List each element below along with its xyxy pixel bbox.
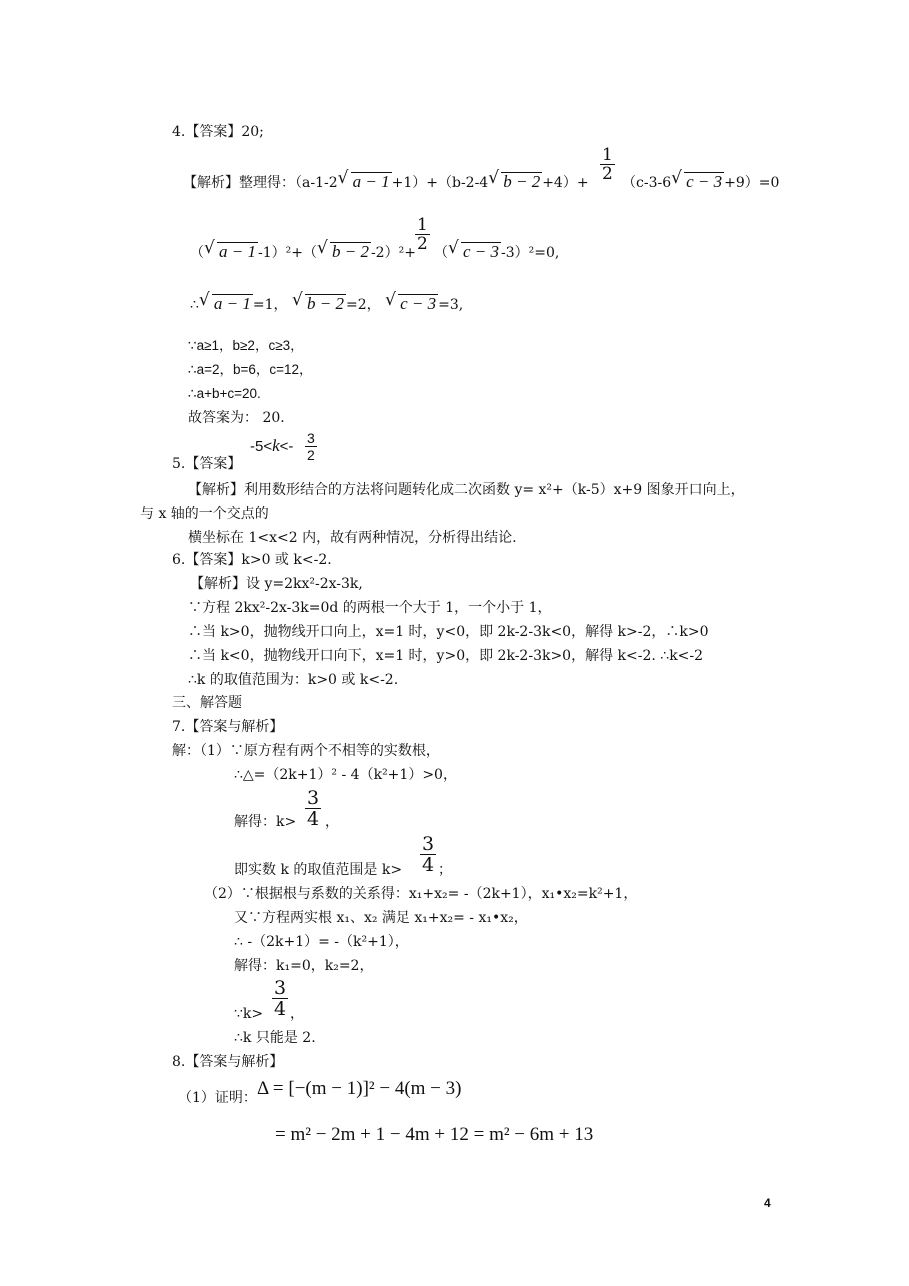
q8-delta-formula: Δ = [−(m − 1)]² − 4(m − 3): [257, 1078, 462, 1099]
q7-line9: [234, 1004, 263, 1024]
text-seg: -5<: [250, 438, 273, 455]
sqrt-a-minus-1: √ a − 1: [339, 172, 392, 193]
fraction-one-half: $\frac{1}{2}$: [417, 215, 428, 254]
text-seg: 【解析】整理得：（a-1-2: [183, 175, 338, 191]
q7-line8: 解得：k₁=0，k₂=2，: [234, 958, 374, 974]
q7-line5: （2）∵根据根与系数的关系得：x₁+x₂= -（2k+1），x₁•x₂=k²+1，: [204, 886, 638, 902]
q4-explanation-line1: [183, 172, 589, 193]
q4-answer: 4.【答案】20;: [172, 124, 264, 140]
text-seg: -2）²+: [370, 245, 416, 261]
q6-line3: ∴当 k>0，抛物线开口向上，x=1 时，y<0，即 2k-2-3k<0，解得 k>-2，∴k>0: [188, 624, 709, 640]
sqrt-b-minus-2: √ b − 2: [318, 242, 371, 263]
fraction-three-quarters: $\frac{3}{4}$: [274, 977, 287, 1020]
q5-answer: 5.【答案】: [172, 456, 242, 472]
sqrt-b-minus-2: √ b − 2: [293, 294, 346, 315]
q7-line7: ∴ -（2k+1）= -（k²+1），: [234, 934, 409, 950]
sqrt-b-minus-2: √ b − 2: [489, 172, 542, 193]
sqrt-c-minus-3: √ c − 3: [386, 294, 438, 315]
sqrt-c-minus-3: √ c − 3: [449, 242, 501, 263]
text-seg: -3）²=0,: [501, 245, 560, 261]
q4-line4: ∵a≥1，b≥2，c≥3，: [188, 338, 304, 353]
text-seg: （: [190, 245, 204, 261]
q8-title: 8.【答案与解析】: [172, 1054, 284, 1070]
q4-line5: ∴a=2，b=6，c=12，: [188, 362, 313, 377]
text-seg: ∵k>: [234, 1006, 264, 1022]
q4-line2: [190, 242, 416, 263]
q7-title: 7.【答案与解析】: [172, 719, 284, 735]
page-number: 4: [764, 1196, 771, 1210]
q6-line1: 【解析】设 y=2kx²-2x-3k,: [190, 576, 363, 592]
q5-answer-range: [250, 436, 293, 457]
text-seg: +4）+: [542, 175, 589, 191]
q6-line2: ∵方程 2kx²-2x-3k=0d 的两根一个大于 1，一个小于 1，: [188, 600, 552, 616]
q6-answer: 6.【答案】k>0 或 k<-2.: [172, 552, 332, 568]
q4-line6: ∴a+b+c=20.: [188, 386, 261, 401]
text-seg: =2，: [345, 297, 381, 313]
q6-line4: ∴当 k<0，抛物线开口向下，x=1 时，y>0，即 2k-2-3k>0，解得 k<-2. ∴k<-2: [188, 648, 704, 664]
text-seg: 解得：k>: [234, 814, 297, 830]
q4-line2-end: [434, 242, 559, 263]
q6-line5: ∴k 的取值范围为：k>0 或 k<-2.: [188, 672, 399, 688]
sqrt-c-minus-3: √ c − 3: [672, 172, 724, 193]
text-seg: （: [434, 245, 448, 261]
comma: ，: [325, 814, 339, 830]
sqrt-a-minus-1: √ a − 1: [205, 242, 258, 263]
q7-line1: 解：（1）∵原方程有两个不相等的实数根，: [172, 743, 440, 759]
sqrt-a-minus-1: √ a − 1: [200, 294, 253, 315]
q4-line3: [190, 294, 463, 315]
q7-line6: 又∵方程两实根 x₁、x₂ 满足 x₁+x₂= - x₁•x₂，: [234, 910, 528, 926]
text-seg: <-: [279, 438, 294, 455]
q5-explanation-2: 与 x 轴的一个交点的: [140, 506, 269, 522]
comma: ，: [290, 1006, 304, 1022]
fraction-three-quarters: $\frac{3}{4}$: [307, 787, 320, 830]
text-seg: +9）=0: [724, 175, 780, 191]
q4-explanation-line1-end: [622, 172, 779, 193]
text-seg: +1）+（b-2-4: [391, 175, 489, 191]
q5-explanation-1: 【解析】利用数形结合的方法将问题转化成二次函数 y= x²+（k-5）x+9 图象开口向上，: [188, 482, 745, 498]
q8-expansion-formula: = m² − 2m + 1 − 4m + 12 = m² − 6m + 13: [275, 1124, 594, 1145]
q8-proof-label: （1）证明：: [178, 1090, 257, 1106]
text-seg: （c-3-6: [622, 175, 672, 191]
text-seg: =1，: [252, 297, 288, 313]
text-seg: -1）²+（: [257, 245, 317, 261]
fraction-one-half: $\frac{1}{2}$: [602, 145, 613, 184]
q7-line3: [234, 812, 296, 832]
fraction-three-halves: $\frac{3}{2}$: [307, 430, 315, 463]
q7-line4: [234, 860, 402, 880]
text-seg: k: [272, 436, 280, 455]
text-seg: ∴: [190, 297, 199, 313]
text-seg: 即实数 k 的取值范围是 k>: [234, 862, 403, 878]
section-heading: 三、解答题: [172, 695, 242, 711]
q7-line10: ∴k 只能是 2.: [234, 1030, 316, 1046]
q7-line2: ∴△=（2k+1）² - 4（k²+1）>0，: [234, 767, 457, 783]
text-seg: =3,: [438, 297, 464, 313]
fraction-three-quarters: $\frac{3}{4}$: [422, 833, 435, 876]
q4-line7: 故答案为： 20.: [188, 410, 285, 426]
semicolon: ；: [438, 862, 452, 878]
q5-explanation-3: 横坐标在 1<x<2 内，故有两种情况，分析得出结论.: [188, 530, 517, 546]
